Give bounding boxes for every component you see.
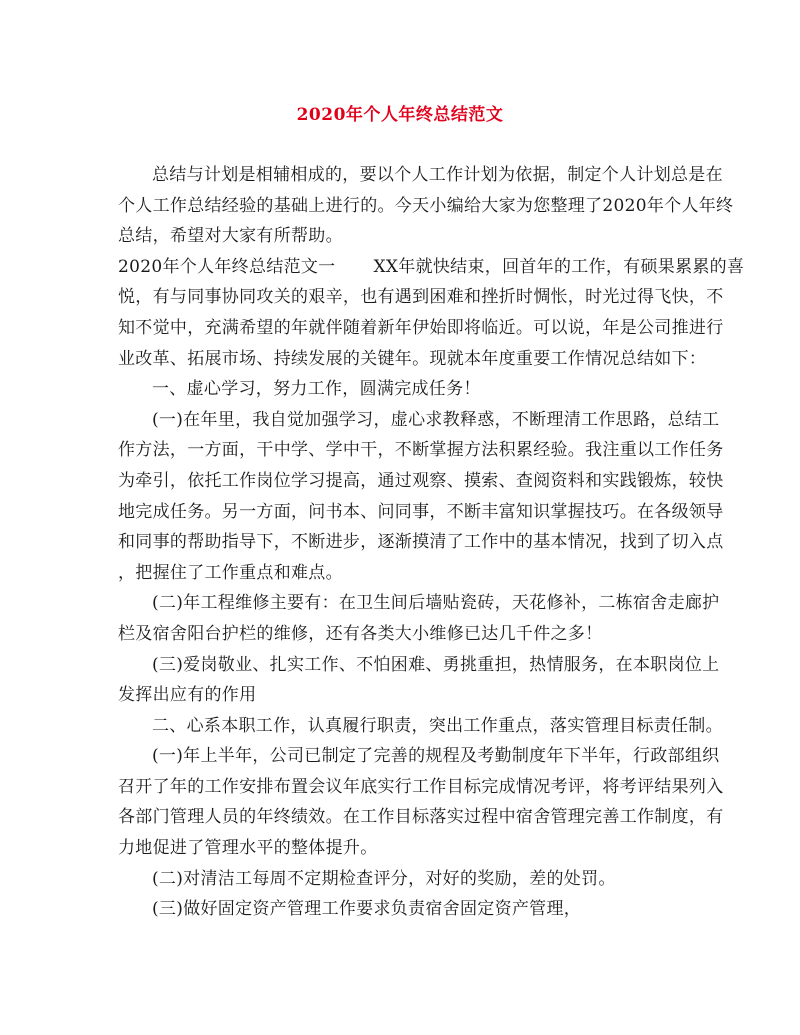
section-heading: 二、心系本职工作，认真履行职责，突出工作重点，落实管理目标责任制。 xyxy=(152,715,723,736)
paragraph-line: 地完成任务。另一方面，问书本、问同事，不断丰富知识掌握技巧。在各级领导 xyxy=(118,501,724,522)
paragraph-line: (一)在年里，我自觉加强学习，虚心求教释惑，不断理清工作思路，总结工 xyxy=(152,409,720,430)
paragraph-line: 召开了年的工作安排布置会议年底实行工作目标完成情况考评，将考评结果列入 xyxy=(118,776,724,797)
section-heading: 一、虚心学习，努力工作，圆满完成任务！ xyxy=(152,379,481,400)
paragraph-line: (三)做好固定资产管理工作要求负责宿舍固定资产管理， xyxy=(152,899,582,920)
paragraph-line: 力地促进了管理水平的整体提升。 xyxy=(118,838,378,859)
paragraph-line: ，把握住了工作重点和难点。 xyxy=(118,562,343,583)
paragraph-line: 知不觉中，充满希望的年就伴随着新年伊始即将临近。可以说，年是公司推进行 xyxy=(118,317,724,338)
paragraph-line: 总结与计划是相辅相成的，要以个人工作计划为依据，制定个人计划总是在 xyxy=(152,165,723,185)
paragraph-line: 业改革、拓展市场、持续发展的关键年。现就本年度重要工作情况总结如下： xyxy=(118,348,707,369)
paragraph-line: (二)对清洁工每周不定期检查评分，对好的奖励，差的处罚。 xyxy=(152,868,616,889)
paragraph-line: 作方法，一方面，干中学、学中干，不断掌握方法积累经验。我注重以工作任务 xyxy=(118,440,724,461)
paragraph-line: 为牵引，依托工作岗位学习提高，通过观察、摸索、查阅资料和实践锻炼，较快 xyxy=(118,470,724,491)
paragraph-line: (一)年上半年，公司已制定了完善的规程及考勤制度年下半年，行政部组织 xyxy=(152,746,720,767)
paragraph-line: (二)年工程维修主要有：在卫生间后墙贴瓷砖，天花修补，二栋宿舍走廊护 xyxy=(152,593,720,614)
document-body xyxy=(118,160,745,925)
paragraph-line: 发挥出应有的作用 xyxy=(118,685,257,706)
paragraph-line: 个人工作总结经验的基础上进行的。今天小编给大家为您整理了2020年个人年终 xyxy=(118,195,734,216)
paragraph-text: XX年就快结束，回首年的工作，有硕果累累的喜 xyxy=(373,256,745,277)
document-title: 2020年个人年终总结范文 xyxy=(296,105,504,125)
paragraph-line: 各部门管理人员的年终绩效。在工作目标落实过程中宿舍管理完善工作制度，有 xyxy=(118,807,724,828)
paragraph-line: (三)爱岗敬业、扎实工作、不怕困难、勇挑重担，热情服务，在本职岗位上 xyxy=(152,654,720,675)
paragraph-line: 栏及宿舍阳台护栏的维修，还有各类大小维修已达几千件之多！ xyxy=(118,623,603,644)
heading-line xyxy=(118,252,745,283)
paragraph-line: 总结，希望对大家有所帮助。 xyxy=(118,226,343,247)
paragraph-line: 和同事的帮助指导下，不断进步，逐渐摸清了工作中的基本情况，找到了切入点 xyxy=(118,532,724,553)
paragraph-line: 悦，有与同事协同攻关的艰辛，也有遇到困难和挫折时惆怅，时光过得飞快，不 xyxy=(118,287,724,308)
section-heading: 2020年个人年终总结范文一 xyxy=(118,256,336,277)
